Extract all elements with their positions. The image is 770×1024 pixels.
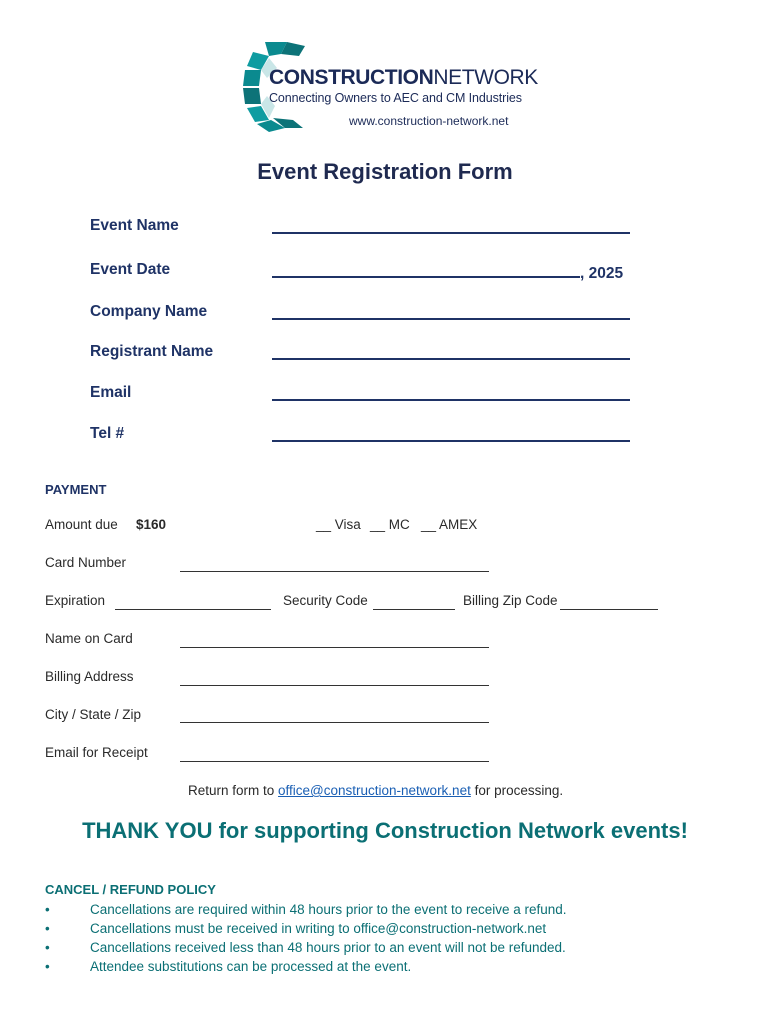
visa-option[interactable]: __ Visa xyxy=(316,517,361,532)
logo-url: www.construction-network.net xyxy=(349,114,509,128)
return-email-link[interactable]: office@construction-network.net xyxy=(278,783,471,798)
email-receipt-label: Email for Receipt xyxy=(45,745,148,760)
billing-zip-field[interactable] xyxy=(560,608,658,610)
list-item xyxy=(45,919,725,938)
email-label: Email xyxy=(90,384,132,401)
city-state-zip-field[interactable] xyxy=(180,721,489,723)
bullet: • xyxy=(45,940,50,955)
amount-due-value: $160 xyxy=(136,517,167,532)
name-on-card-field[interactable] xyxy=(180,646,489,648)
billing-address-label: Billing Address xyxy=(45,669,134,684)
list-item xyxy=(45,957,725,976)
mc-option[interactable]: __ MC xyxy=(370,517,410,532)
policy-text: Attendee substitutions can be processed at the event. xyxy=(90,959,412,974)
list-item xyxy=(45,900,725,919)
city-state-zip-label: City / State / Zip xyxy=(45,707,142,722)
return-prefix: Return form to xyxy=(188,783,279,798)
tel-label: Tel # xyxy=(90,425,125,442)
policy-list xyxy=(45,900,725,976)
event-date-field[interactable] xyxy=(272,261,623,283)
card-number-label: Card Number xyxy=(45,555,127,570)
registrant-name-field[interactable] xyxy=(272,343,630,365)
company-logo xyxy=(243,40,538,135)
security-code-field[interactable] xyxy=(373,608,455,610)
event-date-year: , 2025 xyxy=(580,265,624,282)
return-suffix: for processing. xyxy=(470,783,564,798)
name-on-card-label: Name on Card xyxy=(45,631,133,646)
expiration-label: Expiration xyxy=(45,593,106,608)
payment-heading: PAYMENT xyxy=(45,482,107,497)
page-title: Event Registration Form xyxy=(257,159,513,184)
security-code-label: Security Code xyxy=(283,593,368,608)
card-number-field[interactable] xyxy=(180,570,489,572)
event-name-field[interactable] xyxy=(272,217,630,239)
bullet: • xyxy=(45,921,50,936)
tel-field[interactable] xyxy=(272,425,630,447)
bullet: • xyxy=(45,959,50,974)
return-instructions xyxy=(188,783,563,798)
event-name-label: Event Name xyxy=(90,217,179,234)
bullet: • xyxy=(45,902,50,917)
billing-address-field[interactable] xyxy=(180,684,489,686)
billing-zip-label: Billing Zip Code xyxy=(463,593,558,608)
expiration-field[interactable] xyxy=(115,608,271,610)
logo-tagline: Connecting Owners to AEC and CM Industries xyxy=(269,91,522,105)
event-date-label: Event Date xyxy=(90,261,171,278)
logo-title xyxy=(269,66,538,90)
cancel-policy-heading: CANCEL / REFUND POLICY xyxy=(45,882,216,897)
list-item xyxy=(45,938,725,957)
amount-due-label: Amount due xyxy=(45,517,118,532)
logo-title-light: NETWORK xyxy=(433,66,538,89)
email-field[interactable] xyxy=(272,384,630,406)
company-name-label: Company Name xyxy=(90,303,208,320)
policy-text: Cancellations are required within 48 hours prior to the event to receive a refund. xyxy=(90,902,567,917)
logo-title-bold: CONSTRUCTION xyxy=(269,66,434,89)
registrant-name-label: Registrant Name xyxy=(90,343,214,360)
thank-you-heading: THANK YOU for supporting Construction Network events! xyxy=(82,818,688,843)
policy-text: Cancellations received less than 48 hours prior to an event will not be refunded. xyxy=(90,940,566,955)
amex-option[interactable]: __ AMEX xyxy=(421,517,478,532)
policy-text: Cancellations must be received in writing to office@construction-network.net xyxy=(90,921,547,936)
company-name-field[interactable] xyxy=(272,303,630,325)
email-receipt-field[interactable] xyxy=(180,760,489,762)
